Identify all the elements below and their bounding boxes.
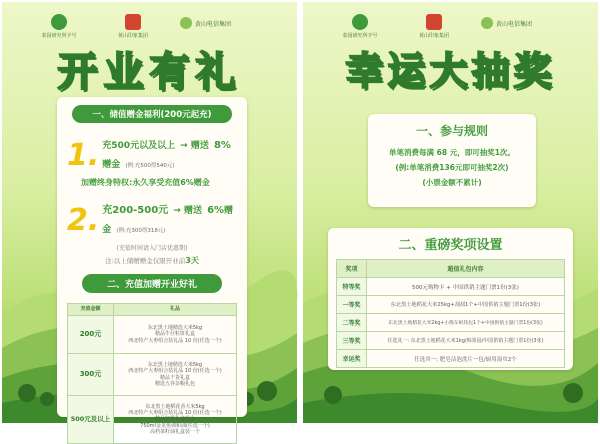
table-row: 二等奖 东北黑土地稻花大米2kg+小熊车纸钱包1个+中国供销主题门票1份(3张)	[337, 314, 565, 332]
table-row: 三等奖 任选其一: 东北黑土地稻花大米1kg/韩果园/中国供销主题门票1份(3张)	[337, 332, 565, 350]
note-period: (充值时间请入门店优惠期)	[116, 245, 188, 252]
leaf-icon	[481, 17, 493, 29]
page-title: 开业有礼	[57, 49, 242, 95]
table-row: 200元 东北黑土地精选大米5kg 精品牛仔粒饼礼盒 西北特产大枣组合装礼品 10 份(任选一个)	[68, 316, 237, 354]
tier-number: 2.	[67, 203, 100, 238]
table-header-row: 奖项 超值礼包内容	[337, 260, 565, 278]
logo-research: 泰园研究所字号	[32, 14, 86, 39]
brand-mark-icon	[426, 14, 442, 30]
section-heading: 一、参与规则	[415, 124, 488, 138]
brand-mark-icon	[125, 14, 141, 30]
logo-row	[32, 14, 231, 39]
prize-card	[328, 228, 573, 370]
info-card	[57, 97, 247, 435]
snowflake-icon	[352, 14, 368, 30]
tier-number: 1.	[67, 138, 100, 173]
rules-card	[368, 114, 536, 207]
prize-table	[336, 259, 565, 368]
section-heading: 二、充值加赠开业好礼	[82, 274, 222, 293]
logo-group: 黄山印象集团	[106, 14, 160, 39]
page-title: 幸运大抽奖	[345, 49, 556, 93]
table-row: 幸运奖 任选其一: 肥皂沾泡洗片一包/厨用湿巾2个	[337, 350, 565, 368]
table-row: 500元及以上 东北黑土地稻花香大米5kg 西北特产大枣组合装礼品 10 份(任选一个) 精品坚果礼盒组合 750ml金龙鱼调和油(任选一个) 高档菜籽油礼盒装一个	[68, 396, 237, 444]
rule-line: (例:单笔消费136元即可抽奖2次)	[395, 163, 509, 172]
logo-row	[333, 14, 532, 39]
section-heading: 二、重磅奖项设置	[398, 238, 503, 253]
logo-telecom: 黄山电信集团	[481, 17, 532, 29]
tier-2: 2. 充200-500元 → 赠送 6%赠金 (例:充300得318元)	[67, 203, 234, 238]
rule-line: 单笔消费每满 68 元，即可抽奖1次。	[389, 148, 515, 157]
gift-table	[67, 303, 237, 444]
logo-research: 泰园研究所字号	[333, 14, 387, 39]
section-heading: 一、储值赠金福利(200元起充)	[72, 105, 232, 123]
poster-lucky-draw	[303, 2, 598, 423]
tier-1: 1. 充500元以及以上 → 赠送 8%赠金 (例:充500得540元)	[67, 138, 231, 173]
table-header-row: 充值金额 礼品	[68, 304, 237, 316]
note-days: 注:以上储赠赠金仅限开业前3天	[105, 256, 199, 265]
rule-line: (小票金额不累计)	[422, 178, 482, 187]
table-row: 300元 东北黑土地精选大米5kg 西北特产大枣组合装礼品 10 份(任选一个) 精品干货礼盒 精选五谷杂粮礼包	[68, 354, 237, 396]
snowflake-icon	[51, 14, 67, 30]
lifetime-bonus: 加赠终身特权:永久享受充值6%赠金	[81, 178, 210, 187]
logo-group: 黄山印象集团	[407, 14, 461, 39]
leaf-icon	[180, 17, 192, 29]
table-row: 一等奖 东北黑土地稻花大米25kg+刮刮1个+中国供销主题门票1份(3张)	[337, 296, 565, 314]
poster-opening-gift	[2, 2, 297, 435]
logo-telecom: 黄山电信集团	[180, 17, 231, 29]
table-row: 特等奖 500元购物卡 + 中国供销主题门票1份(3张)	[337, 278, 565, 296]
